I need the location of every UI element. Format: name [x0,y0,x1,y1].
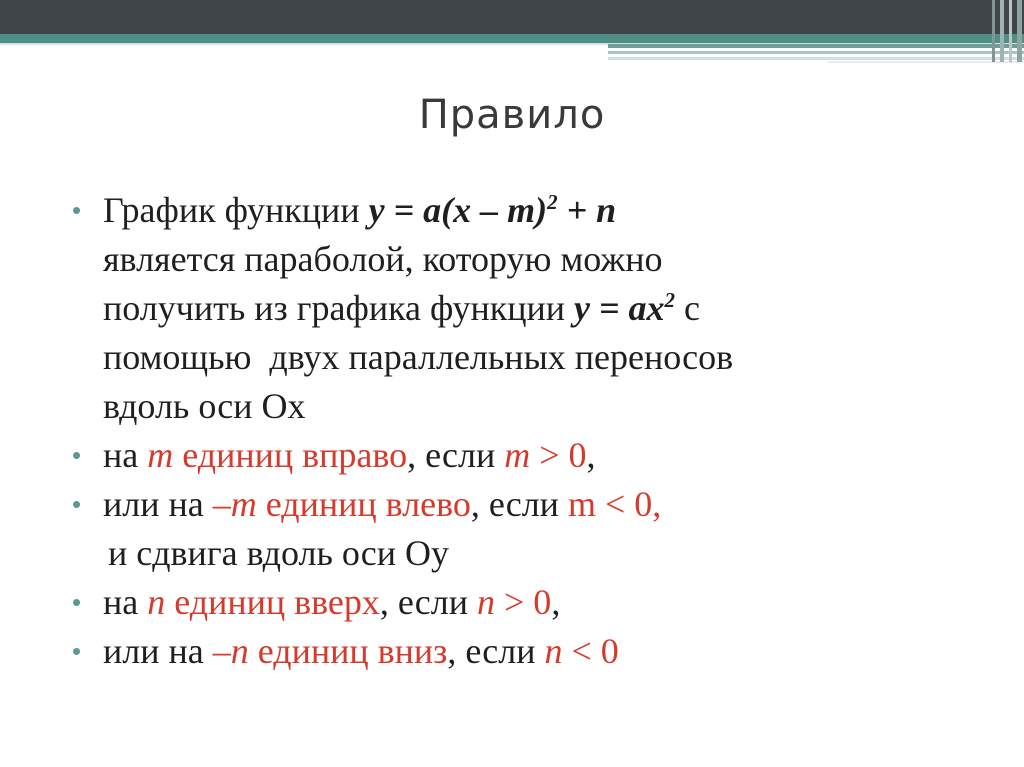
item-text: , [551,582,561,622]
condition-text: > 0 [530,435,587,475]
direction-text: единиц влево [256,484,471,524]
plain-line-oy: и сдвига вдоль оси Оу [108,533,450,573]
formula-exponent: 2 [664,288,676,312]
variable-neg-n: –n [212,631,249,671]
header-stripes-right [608,40,1024,64]
formula-shifted-parabola [369,190,617,230]
formula-exponent: 2 [547,190,558,214]
list-item-shift-right [72,431,972,480]
rule-text: График функции [103,190,369,230]
bullet-dot-icon: • [72,587,82,617]
header-vbar [992,0,995,62]
bullet-dot-icon: • [72,440,82,470]
header-band-dark [0,0,1024,34]
condition-text: > 0 [495,582,552,622]
condition-text: < 0 [562,631,619,671]
header-vbar [1017,0,1022,62]
rule-line-4: помощью двух параллельных переносов [103,337,734,377]
slide-body [72,186,972,676]
variable-neg-m: –m [212,484,257,524]
item-text: или на [103,484,213,524]
slide-title: Правило [418,92,606,138]
list-item-rule [72,186,972,431]
list-item-shift-down [72,627,972,676]
bullet-dot-icon: • [72,636,82,666]
condition-variable: m [504,435,531,475]
list-item-shift-up [72,578,972,627]
bullet-dot-icon: • [72,489,82,519]
item-text: на [103,582,148,622]
item-text: или на [103,631,213,671]
item-text: , [586,435,596,475]
header-vbar [1000,0,1004,62]
header-vbar [1009,0,1012,62]
item-text: , если [470,484,568,524]
formula-main: y = a(x – m) [368,190,548,230]
direction-text: единиц вправо [173,435,408,475]
header-stripe [608,51,1024,54]
item-text: , если [379,582,477,622]
formula-main: y = ax [574,288,665,328]
header-vertical-bars [988,0,1024,62]
item-text: на [103,435,148,475]
rule-text: с [675,288,700,328]
condition-variable: n [477,582,495,622]
item-text: , если [447,631,545,671]
item-text: , если [407,435,505,475]
rule-text: получить из графика функции [103,288,575,328]
direction-text: единиц вниз [248,631,448,671]
condition-text: m < 0, [567,484,662,524]
variable-n: n [147,582,166,622]
rule-line-5: вдоль оси Ох [103,386,306,426]
list-item-shift-left [72,480,972,529]
header-stripe [608,44,1024,48]
condition-variable: n [544,631,563,671]
rule-line-1 [103,186,972,235]
rule-line-2: является параболой, которую можно [103,239,663,279]
bullet-dot-icon: • [72,195,82,225]
variable-m: m [147,435,174,475]
direction-text: единиц вверх [165,582,380,622]
formula-tail: + n [557,190,617,230]
rule-line-3 [103,284,972,333]
header-stripe [608,57,1024,60]
formula-base-parabola [574,288,675,328]
